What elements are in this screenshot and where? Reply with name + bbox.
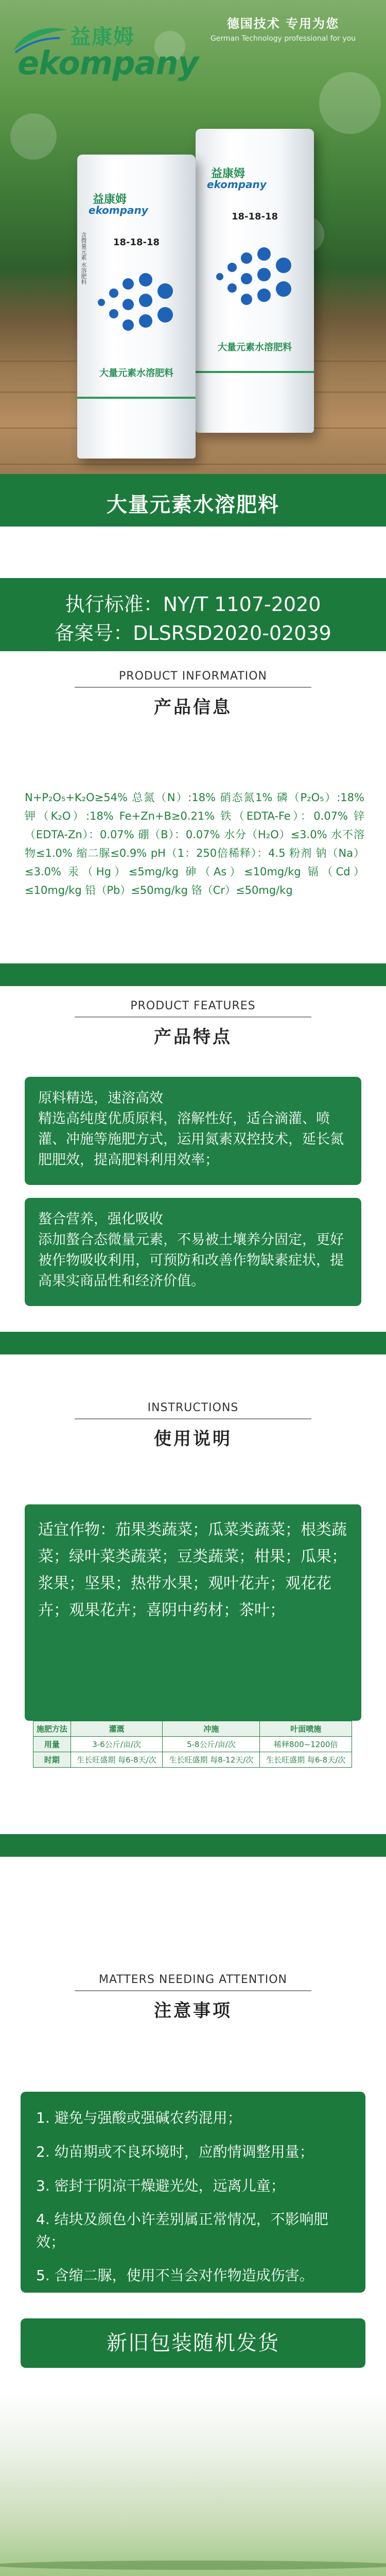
bag-dot-pattern-icon <box>98 268 180 350</box>
list-item: 2. 幼苗期或不良环境时，应酌情调整用量； <box>36 2143 314 2160</box>
list-item: 5. 含缩二脲，使用不当会对作物造成伤害。 <box>36 2267 314 2284</box>
hero-banner <box>0 0 386 515</box>
feature-body: 精选高纯度优质原料，溶解性好，适合滴灌、喷灌、冲施等施肥方式，运用氮素双控技术，延长氮肥肥效，提高肥料利用效率； <box>38 1111 344 1168</box>
section-divider <box>0 1332 386 1354</box>
bag-npk: 18-18-18 <box>231 211 278 222</box>
product-title-band <box>0 474 386 527</box>
list-item: 3. 密封于阴凉干燥避光处，远离儿童； <box>36 2177 285 2194</box>
table-cell: 稀释800~1200倍 <box>260 1737 352 1752</box>
exec-standard: 执行标准：NY/T 1107-2020 <box>65 593 321 616</box>
table-cell: 3-6公斤/亩/次 <box>71 1737 162 1752</box>
section-header-attention <box>0 1973 386 2022</box>
feature-title: 原料精选，速溶高效 <box>38 1090 163 1106</box>
bag-brand-cn: 益康姆 <box>93 193 127 206</box>
standard-band <box>0 578 386 651</box>
registration-number: 备案号：DLSRSD2020-02039 <box>55 622 331 645</box>
brand-logo <box>8 21 199 82</box>
dosage-table <box>33 1721 352 1768</box>
feature-body: 添加螯合态微量元素，不易被土壤养分固定，更好被作物吸收利用，可预防和改善作物缺素症状，提高果实商品性和经济价值。 <box>38 1232 344 1289</box>
tagline-en: German Technology professional for you <box>210 35 356 43</box>
tagline-cn: 德国技术 专用为您 <box>226 16 340 31</box>
brand-name-cn: 益康姆 <box>70 25 135 49</box>
product-bag-front <box>77 155 196 459</box>
product-title: 大量元素水溶肥料 <box>107 493 279 517</box>
table-header-cell: 施肥方法 <box>33 1721 71 1737</box>
table-header-row <box>33 1721 352 1737</box>
attention-card <box>21 2092 365 2293</box>
bag-side-text: 含微量元素 水溶肥料 <box>80 232 87 285</box>
section-title-cn: 注意事项 <box>154 2001 232 2021</box>
list-item: 4. 结块及颜色小许差别属正常情况，不影响肥效； <box>36 2211 328 2250</box>
section-title-cn: 产品特点 <box>154 1027 232 1047</box>
bag-npk: 18-18-18 <box>113 237 160 248</box>
section-title-cn: 使用说明 <box>154 1429 232 1449</box>
section-divider <box>0 1834 386 1857</box>
table-header-cell: 叶面喷施 <box>260 1721 352 1737</box>
tea-field-image <box>0 2391 386 2576</box>
feature-card-1 <box>25 1077 361 1185</box>
suitable-crops-text: 适宜作物：茄果类蔬菜；瓜菜类蔬菜；根类蔬菜；绿叶菜类蔬菜；豆类蔬菜；柑果；瓜果；浆果；坚果；热带水果；观叶花卉；观花花卉；观果花卉；喜阴中药材；茶叶； <box>38 1521 347 1619</box>
section-title-en: INSTRUCTIONS <box>147 1401 239 1414</box>
bag-brand-cn: 益康姆 <box>211 167 245 180</box>
instructions-card <box>25 1504 361 1721</box>
bag-product-name: 大量元素水溶肥料 <box>218 342 292 353</box>
section-title-en: PRODUCT FEATURES <box>130 999 256 1012</box>
table-cell: 用量 <box>33 1737 71 1752</box>
bag-brand-en: ekompany <box>207 178 267 191</box>
section-title-en: PRODUCT INFORMATION <box>119 670 267 683</box>
table-row <box>33 1752 352 1768</box>
table-cell: 生长旺盛期 每8-12天/次 <box>163 1752 260 1768</box>
section-header-instructions <box>0 1401 386 1450</box>
section-title-cn: 产品信息 <box>154 697 232 718</box>
section-divider <box>0 963 386 986</box>
packaging-notice: 新旧包装随机发货 <box>21 2318 365 2368</box>
table-cell: 时期 <box>33 1752 71 1768</box>
bag-product-name: 大量元素水溶肥料 <box>99 368 173 379</box>
bag-brand-en: ekompany <box>89 204 148 216</box>
table-header-cell: 冲施 <box>163 1721 260 1737</box>
table-cell: 生长旺盛期 每6-8天/次 <box>260 1752 352 1768</box>
list-item: 1. 避免与强酸或强碱农药混用； <box>36 2109 242 2126</box>
section-header-info <box>0 670 386 718</box>
brand-name-en: ekompany <box>17 44 199 82</box>
brand-tagline <box>196 13 371 43</box>
bag-dot-pattern-icon <box>216 242 299 325</box>
feature-card-2 <box>25 1198 361 1306</box>
table-cell: 5-8公斤/亩/次 <box>163 1737 260 1752</box>
product-bag-back <box>196 129 314 433</box>
table-cell: 生长旺盛期 每6-8天/次 <box>71 1752 162 1768</box>
feature-title: 螯合营养，强化吸收 <box>38 1211 163 1227</box>
section-header-features <box>0 999 386 1048</box>
section-title-en: MATTERS NEEDING ATTENTION <box>98 1973 288 1986</box>
product-info-text: N+P₂O₅+K₂O≥54% 总氮（N）:18% 硝态氮1% 磷（P₂O₅）:18% 钾（K₂O）:18% Fe+Zn+B≥0.21% 铁（EDTA-Fe）：0.07% 锌（EDTA-Zn）：0.07% 硼（B）：0.07% 水分（H₂O）≤3.0% 水不溶物≤1.0% 缩二脲≤0.9% pH（1：250倍稀释）：4.5 粉剂 钠（Na）≤3.0% 汞（Hg）≤5mg/kg 砷（As）≤10mg/kg 镉（Cd）≤10mg/kg 铅（Pb）≤50mg/kg 铬（Cr）≤50mg/kg <box>25 791 364 896</box>
table-header-cell: 灌溉 <box>71 1721 162 1737</box>
table-row <box>33 1737 352 1752</box>
